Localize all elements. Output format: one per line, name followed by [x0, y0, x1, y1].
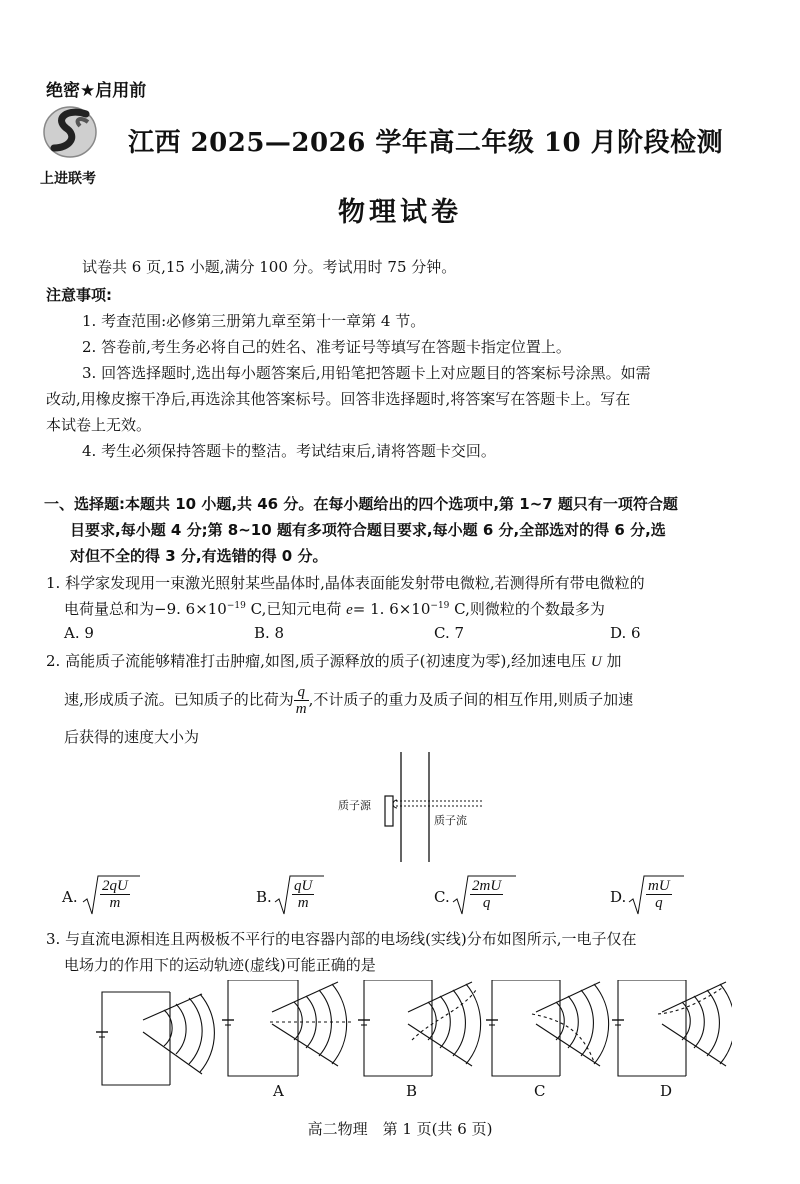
q2-line3: 后获得的速度大小为: [64, 728, 200, 746]
q1-elementary-charge: = 1. 6×10: [352, 600, 431, 618]
q1-line1: 1. 科学家发现用一束激光照射某些晶体时,晶体表面能发射带电微粒,若测得所有带电微粒的: [46, 574, 645, 592]
subject-title: 物理试卷: [338, 197, 462, 228]
q2-option-d-letter: D.: [610, 888, 627, 906]
q1-option-c: C. 7: [434, 624, 465, 642]
q2-option-c-fraction: [470, 878, 503, 911]
exam-logo: [40, 104, 112, 187]
q3-label-c: C: [534, 1082, 546, 1100]
section-heading-line2: 目要求,每小题 4 分;第 8~10 题有多项符合题目要求,每小题 6 分,全部选对的得 6 分,选: [70, 521, 666, 539]
q2-line1: [46, 650, 622, 671]
q2-option-d-den: q: [655, 895, 663, 911]
q2-frac-num: q: [294, 684, 309, 701]
logo-s-icon: [40, 104, 112, 162]
section-heading-line3: 对但不全的得 3 分,有选错的得 0 分。: [70, 547, 328, 565]
q2-option-d-num: mU: [648, 878, 670, 894]
q2-frac-den: m: [295, 701, 307, 717]
page-footer: 高二物理 第 1 页(共 6 页): [307, 1120, 493, 1138]
section-heading-line1: 一、选择题:本题共 10 小题,共 46 分。在每小题给出的四个选项中,第 1~7 题只有一项符合题: [44, 495, 678, 513]
q2-option-c-den: q: [482, 895, 491, 911]
q1-text-d: C,则微粒的个数最多为: [449, 600, 605, 618]
q2-option-b-den: m: [297, 895, 309, 911]
q2-option-b-letter: B.: [256, 888, 272, 906]
exam-title: 江西 2025—2026 学年高二年级 10 月阶段检测: [128, 128, 724, 158]
q2-option-d: [610, 874, 760, 918]
q2-text-c: 速,形成质子流。已知质子的比荷为: [64, 690, 294, 709]
q2-option-b: [256, 874, 406, 918]
note-3-line2: 改动,用橡皮擦干净后,再选涂其他答案标号。回答非选择题时,将答案写在答题卡上。写在: [46, 390, 631, 408]
q3-line1: 3. 与直流电源相连且两极板不平行的电容器内部的电场线(实线)分布如图所示,一电子仅在: [46, 930, 637, 948]
q1-exp-1: −19: [226, 601, 246, 611]
q3-reference-diagram: [96, 992, 214, 1085]
q1-charge-total: 电荷量总和为−9. 6×10: [64, 600, 227, 618]
note-2: 2. 答卷前,考生务必将自己的姓名、准考证号等填写在答题卡指定位置上。: [82, 338, 571, 356]
q1-e-symbol: e: [346, 602, 353, 618]
q1-option-b: B. 8: [254, 624, 285, 642]
q2-option-a-num: 2qU: [102, 878, 128, 894]
q2-option-a: [62, 874, 212, 918]
q3-diagram-a: [222, 980, 354, 1076]
q3-diagram-d: [612, 980, 732, 1076]
q1-exp-2: −19: [430, 601, 450, 611]
q2-option-b-num: qU: [294, 878, 313, 894]
q1-text-b: C,已知元电荷: [245, 600, 347, 618]
q3-diagram-b: [358, 980, 481, 1076]
q2-text-a: 2. 高能质子流能够精准打击肿瘤,如图,质子源释放的质子(初速度为零),经加速电压: [46, 652, 591, 670]
q2-source-label: 质子源: [338, 799, 371, 812]
q3-label-b: B: [406, 1082, 418, 1100]
q2-accelerator-figure: [336, 748, 496, 866]
q2-option-a-fraction: [100, 878, 130, 911]
q2-line2: [64, 684, 633, 717]
q1-line2: [64, 598, 605, 619]
q3-diagram-c: [486, 980, 609, 1076]
note-4: 4. 考生必须保持答题卡的整洁。考试结束后,请将答题卡交回。: [82, 442, 496, 460]
q2-option-a-letter: A.: [62, 888, 78, 906]
logo-text: 上进联考: [40, 171, 96, 187]
q2-charge-mass-ratio: [294, 684, 309, 717]
q3-label-d: D: [660, 1082, 673, 1100]
q2-u-symbol: U: [590, 654, 602, 670]
note-1: 1. 考查范围:必修第三册第九章至第十一章第 4 节。: [82, 312, 426, 330]
q2-option-c-num: 2mU: [472, 878, 502, 894]
q2-option-c-letter: C.: [434, 888, 450, 906]
q2-option-c: [434, 874, 584, 918]
confidential-mark: 绝密★启用前: [46, 81, 147, 101]
notes-heading: 注意事项:: [46, 286, 112, 304]
q2-option-d-fraction: [646, 878, 672, 911]
q3-line2: 电场力的作用下的运动轨迹(虚线)可能正确的是: [64, 956, 376, 974]
q2-option-a-den: m: [109, 895, 121, 911]
q3-label-a: A: [273, 1082, 284, 1100]
intro-text: 试卷共 6 页,15 小题,满分 100 分。考试用时 75 分钟。: [82, 258, 457, 276]
q1-option-d: D. 6: [610, 624, 641, 642]
q2-option-b-fraction: [292, 878, 314, 911]
q2-text-b: 加: [601, 652, 622, 670]
note-3-line1: 3. 回答选择题时,选出每小题答案后,用铅笔把答题卡上对应题目的答案标号涂黑。如需: [82, 364, 651, 382]
q1-option-a: A. 9: [64, 624, 94, 642]
q2-text-d: ,不计质子的重力及质子间的相互作用,则质子加速: [308, 690, 634, 709]
note-3-line3: 本试卷上无效。: [46, 416, 152, 434]
q2-stream-label: 质子流: [434, 814, 467, 827]
